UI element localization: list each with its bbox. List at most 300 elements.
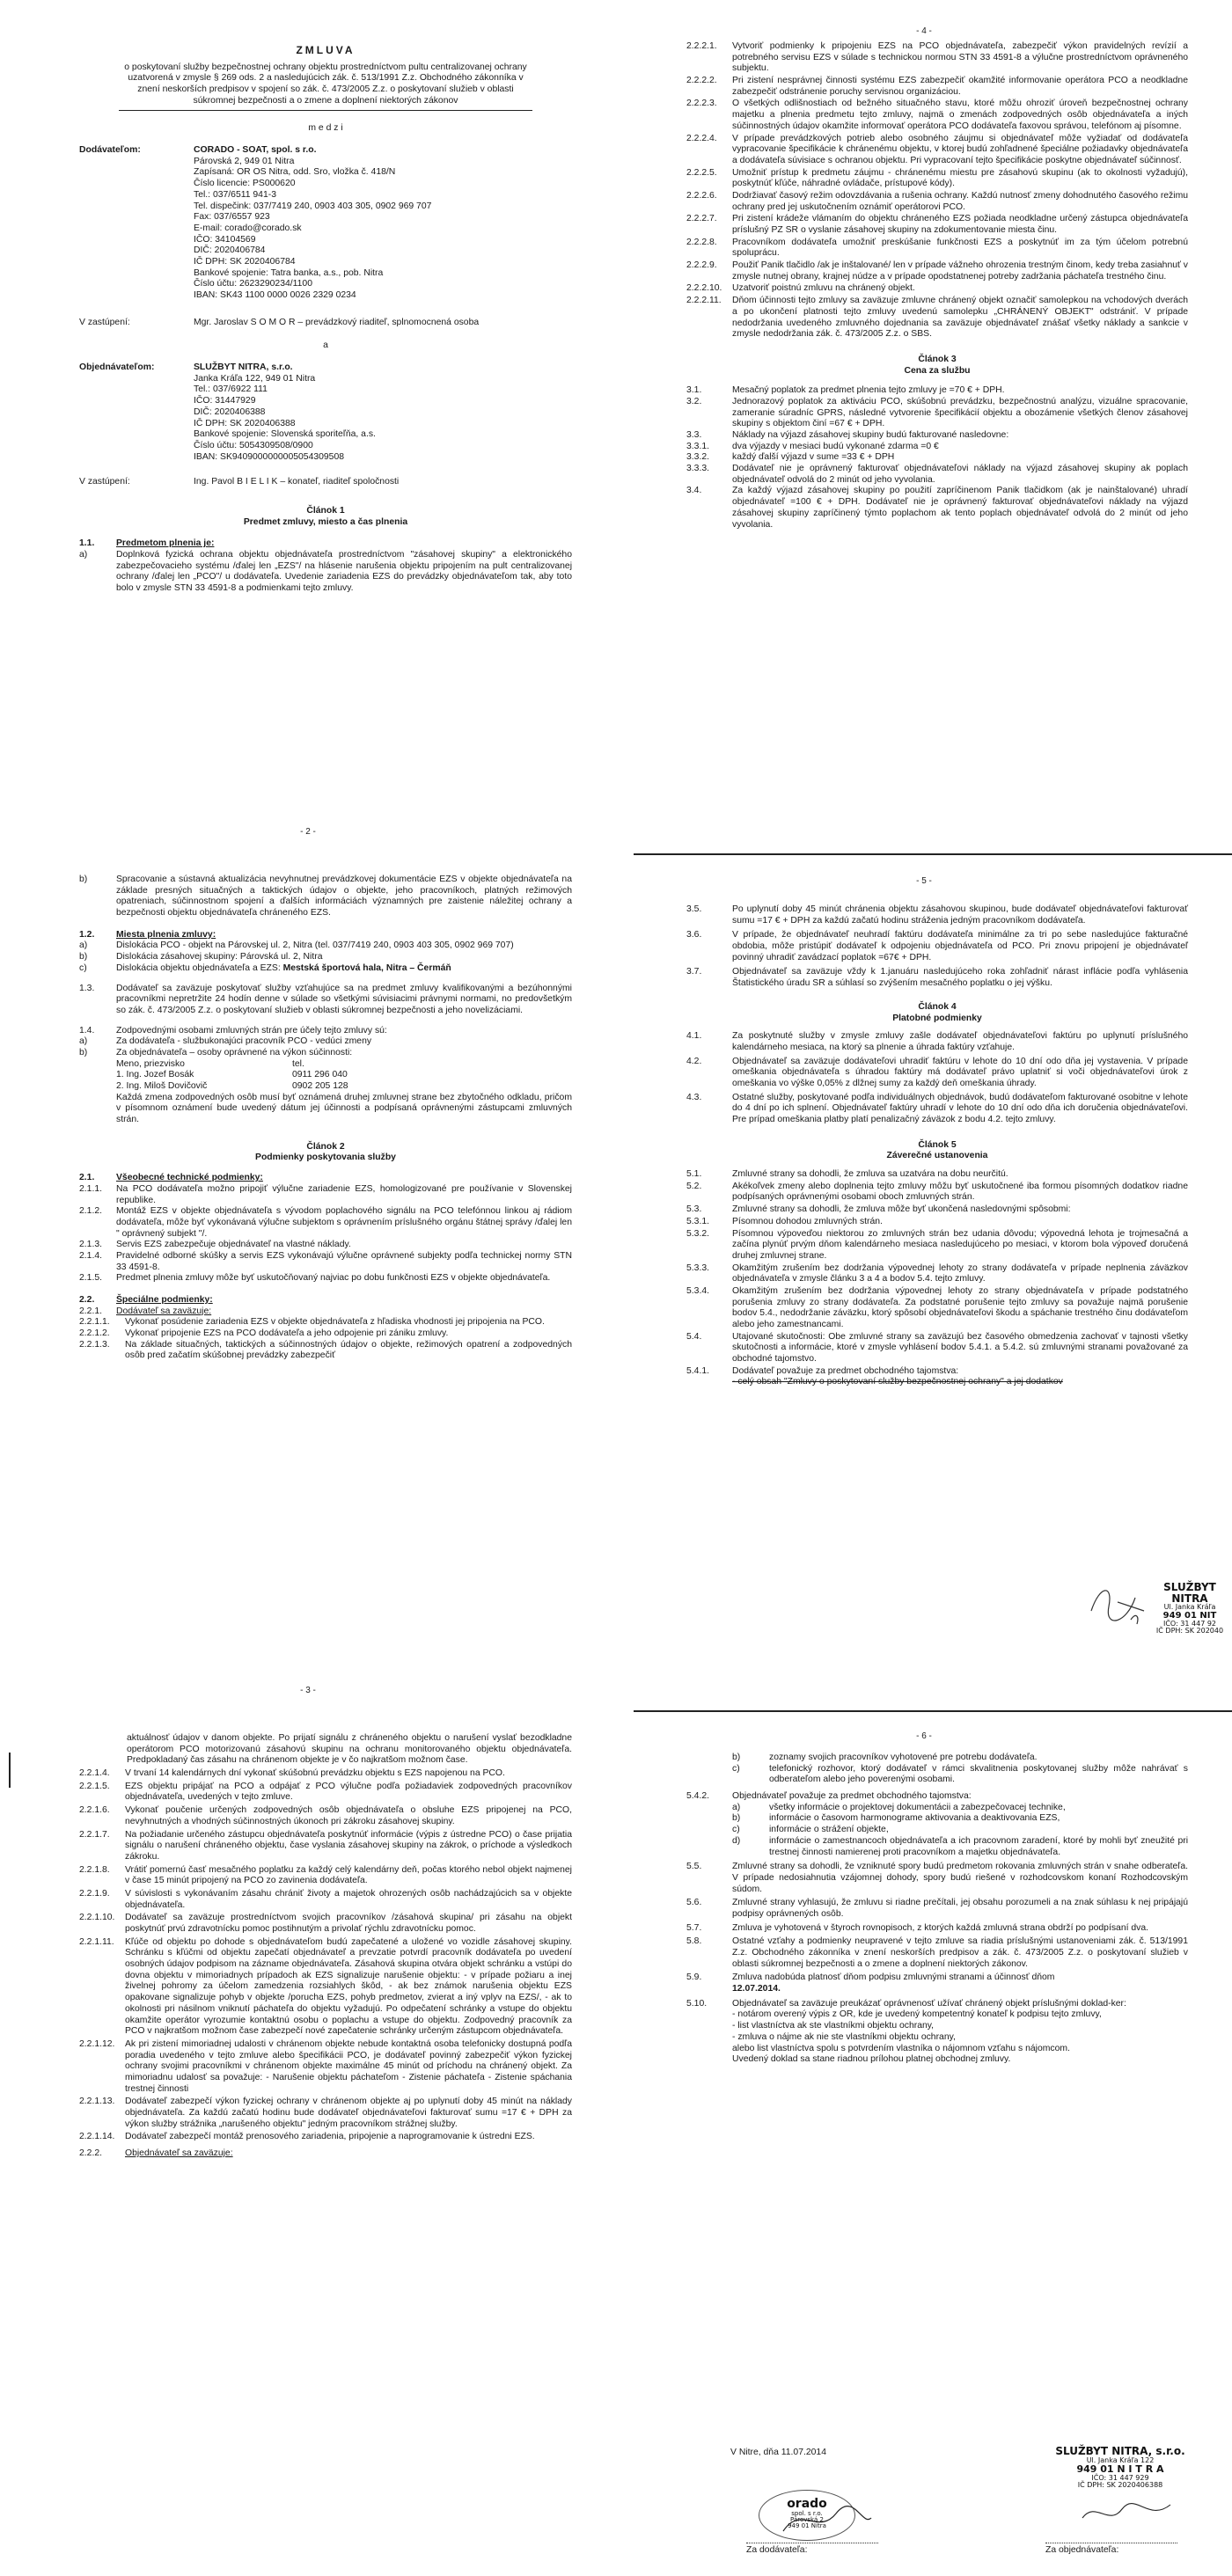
item-text <box>732 397 1188 430</box>
item-number: 2.2.1.8. <box>79 1864 110 1875</box>
item-text-content: Dislokácia zásahovej skupiny: Párovská ul. 2, Nitra <box>116 952 323 962</box>
section-text: aktuálnosť údajov v danom objekte. Po prijatí signálu z chráneného objektu o narušení vyslať bezodkladne operátorom PCO motorizovanú zásahovú skupinu na ochranu monitorovaného objektu objednávateľa. Predpokladaný čas zásahu na chránenom objekte je v čo najkratšom možnom čase. <box>127 1733 572 1766</box>
stamp-line: Ul. Janka Kráľa 122 <box>1086 2455 1155 2464</box>
item-text-content: Predmet plnenia zmluvy môže byť uskutočňovaný najviac po dobu funkčnosti EZS v objekte objednávateľa. <box>116 1273 551 1284</box>
obligation-item <box>79 1865 572 1887</box>
item-text-content: Mesačný poplatok za predmet plnenia tejto zmluvy je =70 € + DPH. <box>732 385 1005 396</box>
trade-secrets-supplier <box>732 1753 1188 1786</box>
stamp-line: Párovská 2 <box>790 2516 824 2524</box>
item-number: 2.1.5. <box>79 1273 102 1284</box>
supplier-block <box>79 145 572 302</box>
item-text-content: Umožniť prístup k predmetu záujmu - chránenému miestu pre zásahovú skupinu (ak to okolnosti vyžadujú), poskytnúť kľúče, náhradné ovládače, prístupové kódy). <box>732 167 1188 189</box>
item-text-content: Pracovníkom dodávateľa umožniť preskúšanie funkčnosti EZS a poskytnúť im za tým účelom potrebnú spoluprácu. <box>732 237 1188 259</box>
item-number: 2.2.2.1. <box>686 41 717 51</box>
item-text <box>732 1169 1188 1181</box>
section-number: 2.2.2. <box>79 2148 102 2159</box>
item-text <box>732 1031 1188 1053</box>
provision-item <box>686 1923 1188 1935</box>
client-detail-line: Janka Kráľa 122, 949 01 Nitra <box>194 373 316 384</box>
item-text-content: Utajované skutočnosti: Obe zmluvné strany sa zaväzujú bez časového obmedzenia zachovať v tajnosti všetky skutočnosti a informácie, ktoré v zmysle vyhlásení bodov 5.4.1. a 5.4.2. sú zmluvnými stranami považované za obchodné tajomstvo. <box>732 1331 1188 1365</box>
item-text <box>116 1240 572 1251</box>
supplier-detail-line: Bankové spojenie: Tatra banka, a.s., pob. Nitra <box>194 267 384 278</box>
supplier-detail-line: Tel. dispečink: 037/7419 240, 0903 403 305, 0902 969 707 <box>194 201 432 211</box>
item-number: a) <box>79 550 88 560</box>
obligation-item <box>79 1830 572 1863</box>
section-1-4-b <box>79 1048 572 1059</box>
condition-item <box>79 1251 572 1273</box>
item-text-content: Dodávateľ považuje za predmet obchodného tajomstva: <box>732 1365 959 1376</box>
item-text <box>125 1317 572 1328</box>
section-title: Miesta plnenia zmluvy: <box>116 929 216 940</box>
item-text-content: Zmluva je vyhotovená v štyroch rovnopisoch, z ktorých každá zmluvná strana obdrží po podpísaní dva. <box>732 1922 1149 1933</box>
item-text <box>116 1206 572 1240</box>
item-number: 2.2.2.9. <box>686 260 717 271</box>
obligation-item <box>686 134 1188 167</box>
item-text <box>732 452 1188 464</box>
item-text <box>732 1898 1188 1920</box>
item-text <box>732 99 1188 132</box>
item-text <box>125 1782 572 1804</box>
section-title: Všeobecné technické podmienky: <box>116 1173 263 1183</box>
section-number: 5.10. <box>686 1998 708 2009</box>
item-text-content: Kľúče od objektu po dohode s objednávateľom budú zapečatené a uložené vo vozidle zásahovej skupiny. Schránku s kľúčmi od objektu zapečatí objednávateľ a prevzatie potvrdí pracovník dodávateľa po uvedení osobných údajov podpisom na zázname objednávateľa. Zásahová skupina otvára objekt schránku a vstúpi do dovna objektu v mimoriadnych prípadoch ak EZS signalizuje narušenie objektu: - v prípade požiaru a inej živelnej pohromy za účelom zamedzenia rozsiahlych škôd, - ak bez známok narušenia objektu EZS opakovane signalizuje pohyb v objekte /porucha EZS, pohyb predmetov, zvierat a iný vplyv na EZS/, - ak to okolnosti pri násilnom vniknutí páchateľa do objektu vyžadujú. Po odpečatení schránky a vstupe do objektu okamžite operátor vyrozumie kontaktnú osobu o poplachu a vstupe do objektu. Zodpovedný pracovník za PCO v najkratšom možnom čase zabezpečí nové zapečatenie schránky určeným zástupcom objednávateľa. <box>125 1936 572 2037</box>
item-text <box>732 464 1188 486</box>
supplier-obligations-list <box>79 1317 572 1362</box>
item-text-content: Na požiadanie určeného zástupcu objednávateľa poskytnúť informácie (výpis z ústredne PCO) o čase prijatia signálu o narušení chráneného objektu, čase vyslania zásahovej skupiny na zákrok, o príchode a výsledkoch zákroku. <box>125 1829 572 1862</box>
page-2 <box>0 859 616 1717</box>
page-4 <box>616 0 1232 859</box>
contact-persons-header <box>116 1059 572 1071</box>
price-item <box>686 442 1188 453</box>
section-2-2 <box>79 1295 572 1306</box>
client-sign-label: Za objednávateľa: <box>1045 2543 1177 2557</box>
contact-persons-table <box>116 1059 572 1126</box>
item-text <box>125 1340 572 1362</box>
supplier-detail-line: Číslo účtu: 2623290234/1100 <box>194 279 312 289</box>
item-text-content: Okamžitým zrušením bez dodržania výpovednej lehoty zo strany objednávateľa v prípade podstatného porušenia zmluvy zo strany dodávateľa. Za podstatné porušenie tejto zmluvy sa považuje najmä porušenie bodov 5.4., nedodržanie záväzku, ktorý spôsobí objednávateľovi škodu a spáchanie trestného činu dodávateľom alebo jeho zamestnancami. <box>732 1285 1188 1329</box>
page-1 <box>0 0 616 859</box>
item-text-content: Dodržiavať časový režim odovzdávania a rušenia ochrany. Každú nutnosť zmeny dohodnutého časového režimu ochrany pred jej uskutočnením oznámiť operátorovi PCO. <box>732 190 1188 212</box>
contract-subtitle: o poskytovaní služby bezpečnostnej ochrany objektu prostredníctvom pultu centralizovanej ochrany uzatvorená v zmysle § 269 ods. 2 a nasledujúcich zák. č. 513/1991 Z.z. Obchodného zákonníka v znení neskorších predpisov v spojení so zák. č. 473/2005 Z.z. o poskytovaní služieb v oblasti súkromnej bezpečnosti a o zmene a doplnení niektorých zákonov <box>119 62 532 112</box>
company-stamp <box>1148 1582 1232 1636</box>
item-text <box>732 904 1188 926</box>
item-text-content: Dislokácia PCO - objekt na Párovskej ul. 2, Nitra (tel. 037/7419 240, 0903 403 305, 0902 969 707) <box>116 940 514 951</box>
section-1-1-b <box>79 875 572 919</box>
item-number: 2.2.1.13. <box>79 2097 115 2107</box>
obligation-item <box>79 2132 572 2143</box>
page-number: - 5 - <box>916 876 932 886</box>
person-tel: 0911 296 040 <box>292 1070 348 1080</box>
obligation-item <box>79 1889 572 1911</box>
item-text <box>732 1217 1188 1228</box>
item-text: Za objednávateľa – osoby oprávnené na výkon súčinnosti: <box>116 1047 353 1057</box>
obligation-item <box>79 1913 572 1935</box>
medzi-label: m e d z i <box>308 123 343 134</box>
obligation-item <box>79 1317 572 1328</box>
supplier-detail-line: Tel.: 037/6511 941-3 <box>194 189 276 200</box>
item-text <box>732 930 1188 963</box>
item-text <box>732 967 1188 989</box>
obligation-item <box>79 1328 572 1340</box>
item-text-content: V trvaní 14 kalendárnych dní vykonať skúšobnú prevádzku objektu s EZS napojenou na PCO. <box>125 1768 505 1779</box>
item-text-content: každý ďalší výjazd v sume =33 € + DPH <box>732 452 895 463</box>
item-text <box>116 1273 572 1284</box>
item-text <box>732 134 1188 167</box>
item-text-content: Dodávateľ zabezpečí montáž prenosového zariadenia, pripojenie a naprogramovanie k ústredni EZS. <box>125 2132 535 2142</box>
supplier-detail-line: CORADO - SOAT, spol. s r.o. <box>194 145 317 156</box>
item-text <box>732 1923 1188 1935</box>
item-number: 5.3.1. <box>686 1216 709 1226</box>
client-detail-line: IČO: 31447929 <box>194 396 256 406</box>
item-text <box>732 41 1188 75</box>
item-number: 2.2.1.4. <box>79 1768 110 1779</box>
place-item <box>79 963 572 975</box>
page-number: - 4 - <box>916 26 932 36</box>
article-3-title: Článok 3 <box>918 354 957 364</box>
item-bold-text: Mestská športová hala, Nitra – Čermáň <box>282 962 451 973</box>
item-text-content: informácie o zamestnancoch objednávateľa a ich pracovnom zaradení, ktoré by mohli byť zneužité pri trestnej činnosti namierenej proti pracovníkom a majetku objednávateľa. <box>769 1835 1188 1857</box>
item-text <box>732 296 1188 340</box>
obligation-item <box>79 2039 572 2095</box>
item-number: 3.1. <box>686 385 702 396</box>
item-number: 2.2.2.10. <box>686 283 722 294</box>
item-text <box>732 191 1188 213</box>
item-number: 2.2.1.12. <box>79 2038 115 2049</box>
obligation-item <box>79 1768 572 1780</box>
item-text <box>125 1865 572 1887</box>
item-number: 5.3.2. <box>686 1228 709 1239</box>
item-text-content: Zmluvné strany sa dohodli, že zmluva sa uzatvára na dobu neurčitú. <box>732 1169 1008 1180</box>
supplier-signature <box>774 2500 880 2544</box>
document-line: - list vlastníctva ak ste vlastníkmi objektu ochrany, <box>732 2021 935 2031</box>
item-text-content: Ostatné vzťahy a podmienky neupravené v tejto zmluve sa riadia príslušnými ustanoveniami zák. č. 513/1991 Z.z. Obchodného zákonníka v znení neskorších predpisov a zák. č. 473/2005 Z.z. o poskytovaní služieb v oblasti súkromnej bezpečnosti a o zmene a doplnení niektorých zákonov. <box>732 1936 1188 1969</box>
item-text <box>732 1057 1188 1090</box>
item-text-content: O všetkých odlišnostiach od bežného situačného stavu, ktoré môžu ohroziť úroveň bezpečnostnej ochrany majetku a plnenia predmetu tejto zmluvy, najmä o zmenách zodpovedných osôb objednávateľa a iných súčinnostných údajov okamžite informovať operátora PCO dodávateľa faxovou správou, telefónom aj písomne. <box>732 99 1188 131</box>
price-item <box>686 904 1188 926</box>
section-title: Dodávateľ sa zaväzuje: <box>116 1306 212 1316</box>
item-text <box>732 1263 1188 1285</box>
page-divider <box>634 1710 1232 1712</box>
item-number: 2.2.1.11. <box>79 1936 114 1947</box>
item-text <box>125 1889 572 1911</box>
item-text <box>125 1805 572 1827</box>
stamp-line: 949 01 N I T R A <box>1076 2463 1164 2475</box>
stamp-line: spol. s r.o. <box>791 2509 823 2517</box>
required-documents-list <box>732 2009 1188 2065</box>
price-item <box>686 385 1188 397</box>
item-number: 2.2.2.6. <box>686 190 717 201</box>
item-text-content: Dodávateľ zabezpečí výkon fyzickej ochrany v chránenom objekte aj po uplynutí doby 45 minút na náklady objednávateľa. Za každú začatú hodinu bude dodávateľ objednávateľovi fakturovať sumu =17 € + DPH za výkon služby strážnika „narušeného objektu" jedným pracovníkom strážnej služby. <box>125 2097 572 2129</box>
obligation-item <box>79 1782 572 1804</box>
item-number: c) <box>732 1825 740 1835</box>
item-number: 2.2.2.7. <box>686 214 717 224</box>
item-number: 2.2.1.10. <box>79 1913 115 1923</box>
item-text-content: Zmluvné strany sa dohodli, že zmluva môže byť ukončená nasledovnými spôsobmi: <box>732 1204 1071 1215</box>
price-item <box>686 967 1188 989</box>
representative-label: V zastúpení: <box>79 477 130 487</box>
item-number: 5.2. <box>686 1181 702 1191</box>
stamp-line: IČ DPH: SK 2020406388 <box>1077 2480 1163 2489</box>
item-text <box>732 168 1188 190</box>
item-text <box>125 1937 572 2038</box>
item-number: b) <box>79 875 88 884</box>
item-text <box>116 1251 572 1273</box>
section-2-2-1 <box>79 1306 572 1318</box>
name-header: Meno, priezvisko <box>116 1058 185 1069</box>
item-text <box>732 1972 1188 1984</box>
item-number: 2.2.2.11. <box>686 296 722 306</box>
section-5-10 <box>686 1999 1188 2010</box>
item-text-content: informácie o strážení objekte, <box>769 1825 889 1835</box>
item-text <box>125 1328 572 1340</box>
article-4-subtitle: Platobné podmienky <box>892 1013 982 1023</box>
item-text-content: Uzatvoriť poistnú zmluvu na chránený objekt. <box>732 283 915 294</box>
page-number: - 6 - <box>916 1731 932 1741</box>
item-text-content: Na základe situačných, taktických a súčinnostných údajov o objekte, režimových opatrení a zodpovedných osôb pred začatím skúšobnej prevádzky zabezpečiť <box>125 1339 572 1361</box>
item-text-content: Zmluvné strany vyhlasujú, že zmluvu si riadne prečítali, jej obsahu porozumeli a na znak súhlasu k nej pripájajú podpisy oprávnených osôb. <box>732 1898 1188 1919</box>
item-text-content: Dodávateľ sa zaväzuje prostredníctvom svojich pracovníkov /zásahová skupina/ pri zásahu na objekt poskytnúť prvú zdravotnícku pomoc postihnutým a privolať rýchlu zdravotnícku pomoc. <box>125 1913 572 1934</box>
item-text-content: Písomnou výpoveďou niektorou zo zmluvných strán bez udania dôvodu; výpovedná lehota je trojmesačná a začína plynúť prvým dňom kalendárneho mesiaca nasledujúceho po mesiaci, v ktorom bola výpoveď doručená druhej zmluvnej strane. <box>732 1228 1188 1261</box>
provision-item <box>686 1898 1188 1920</box>
article-5-subtitle: Záverečné ustanovenia <box>886 1151 988 1161</box>
secret-item <box>732 1753 1188 1764</box>
page-number: - 2 - <box>300 827 316 837</box>
price-item <box>686 397 1188 430</box>
contact-persons-rows <box>116 1070 572 1092</box>
item-number: 2.2.1.1. <box>79 1317 110 1328</box>
item-number: 5.3. <box>686 1204 702 1215</box>
person-tel: 0902 205 128 <box>292 1081 348 1091</box>
signature <box>1082 1576 1153 1628</box>
item-number: 2.2.1.14. <box>79 2132 115 2142</box>
item-text <box>769 1753 1188 1764</box>
item-text-content: Vrátiť pomernú časť mesačného poplatku za každý celý kalendárny deň, počas ktorého nebol objekt najmenej v čase 15 minút pripojený na PCO zo zavinenia dodávateľa. <box>125 1864 572 1886</box>
item-number: 2.1.4. <box>79 1250 102 1261</box>
price-list-continued <box>686 904 1188 990</box>
condition-item <box>79 1273 572 1284</box>
item-text-content: Vykonať pripojenie EZS na PCO dodávateľa a jeho odpojenie pri zániku zmluvy. <box>125 1328 449 1339</box>
obligation-item <box>79 1937 572 2038</box>
item-number: 2.2.1.7. <box>79 1829 110 1840</box>
supplier-detail-line: IČ DPH: SK 2020406784 <box>194 256 296 267</box>
provision-item <box>686 1182 1188 1204</box>
item-text-content: Okamžitým zrušením bez dodržania výpovednej lehoty zo strany dodávateľa v prípade neplnenia záväzkov objednávateľa v zmysle článku 3 a 4 a bodov 5.4. tejto zmluvy. <box>732 1262 1188 1284</box>
item-number: b) <box>79 1047 88 1057</box>
struck-text: - celý obsah "Zmluvy o poskytovaní služby bezpečnostnej ochrany" a jej dodatkov <box>732 1377 1063 1387</box>
item-text <box>732 283 1188 295</box>
section-number: 1.3. <box>79 983 95 993</box>
item-number: 5.8. <box>686 1936 702 1947</box>
item-number: 3.4. <box>686 486 702 496</box>
item-text <box>769 1803 1188 1814</box>
supplier-sign-label: Za dodávateľa: <box>746 2543 878 2557</box>
obligation-item <box>686 296 1188 340</box>
price-item <box>686 486 1188 531</box>
item-text-content: Písomnou dohodou zmluvných strán. <box>732 1216 883 1226</box>
section-title: Predmetom plnenia je: <box>116 538 215 549</box>
section-number: 2.2. <box>79 1295 95 1305</box>
stamp-line: SLUŽBYT NITRA <box>1163 1581 1216 1605</box>
provision-item <box>686 1332 1188 1365</box>
stamp-line: 949 01 NIT <box>1162 1610 1217 1621</box>
supplier-obligations-list <box>79 1768 572 2143</box>
item-number: 2.2.2.8. <box>686 237 717 247</box>
item-text <box>732 1204 1188 1216</box>
stamp-line: 949 01 Nitra <box>788 2522 826 2530</box>
item-number: b) <box>732 1753 741 1762</box>
tel-header: tel. <box>292 1058 304 1069</box>
supplier-detail-line: Zapísaná: OR OS Nitra, odd. Sro, vložka č. 418/N <box>194 167 396 178</box>
item-text <box>116 963 572 975</box>
supplier-detail-line: Fax: 037/6557 923 <box>194 212 270 223</box>
supplier-details <box>194 145 431 302</box>
item-number: c) <box>79 962 87 973</box>
item-text <box>769 1836 1188 1858</box>
secret-item <box>732 1764 1188 1786</box>
section-1-4 <box>79 1026 572 1037</box>
technical-conditions-list <box>79 1184 572 1284</box>
payment-item <box>686 1057 1188 1090</box>
item-text <box>125 2097 572 2130</box>
obligation-item <box>686 76 1188 98</box>
section-1-2 <box>79 930 572 941</box>
item-number: 2.2.1.3. <box>79 1339 110 1350</box>
section-number: 1.1. <box>79 538 95 549</box>
item-text <box>732 1862 1188 1895</box>
price-item <box>686 930 1188 963</box>
article-2-subtitle: Podmienky poskytovania služby <box>255 1153 396 1163</box>
document-line: Uvedený doklad sa stane riadnou prílohou platnej obchodnej zmluvy. <box>732 2054 1011 2065</box>
obligation-item <box>686 191 1188 213</box>
item-text-content: Po uplynutí doby 45 minút chránenia objektu zásahovou skupinou, bude dodávateľ objednávateľovi fakturovať sumu =17 € + DPH za každú začatú hodinu stráženia jedným pracovníkom dodávateľa. <box>732 904 1188 926</box>
section-number: 5.4.2. <box>686 1791 709 1802</box>
payment-terms-list <box>686 1031 1188 1126</box>
item-number: 2.2.2.2. <box>686 76 717 86</box>
secret-item <box>732 1813 1188 1825</box>
item-number: 4.2. <box>686 1056 702 1066</box>
final-provisions-continued <box>686 1862 1188 1984</box>
place-date: V Nitre, dňa 11.07.2014 <box>730 2448 826 2457</box>
item-number: 4.3. <box>686 1092 702 1102</box>
client-detail-line: Tel.: 037/6922 111 <box>194 384 268 395</box>
item-text <box>732 1182 1188 1204</box>
provision-item <box>686 1229 1188 1262</box>
section-2-2-2 <box>79 2148 572 2160</box>
section-title: Špeciálne podmienky: <box>116 1295 213 1305</box>
condition-item <box>79 1206 572 1240</box>
item-text <box>732 238 1188 260</box>
item-text-content: Za poskytnuté služby v zmysle zmluvy zašle dodávateľ objednávateľovi faktúru po uplynutí príslušného kalendárneho mesiaca, na ktorý sa plnenie a úhrada faktúry vzťahuje. <box>732 1031 1188 1052</box>
item-text <box>732 1366 1188 1378</box>
place-item <box>79 952 572 963</box>
item-text <box>116 1184 572 1206</box>
price-list <box>686 385 1188 531</box>
final-provisions-list <box>686 1169 1188 1377</box>
item-text-content: Objednávateľ sa zaväzuje vždy k 1.januáru nasledujúceho roka zohľadniť nárast inflácie podľa vyhlásenia Štatistického úradu SR a súhlasí so zvýšením mesačného poplatku o jej výšku. <box>732 967 1188 989</box>
item-text <box>125 1913 572 1935</box>
item-text-content: Pri zistení krádeže vlámaním do objektu chráneného EZS požiada neodkladne určený zástupca objednávateľa príslušný PZ SR o vyslanie zásahovej skupiny na zdokumentovanie miesta činu. <box>732 214 1188 235</box>
item-number: 2.2.2.3. <box>686 99 717 109</box>
section-1-1 <box>79 538 572 550</box>
article-1-title: Článok 1 <box>306 505 345 516</box>
obligation-item <box>79 2097 572 2130</box>
item-text <box>769 1825 1188 1836</box>
obligation-item <box>686 168 1188 190</box>
item-number: 2.1.2. <box>79 1206 102 1217</box>
supplier-representative <box>79 318 572 329</box>
item-text-content: Pri zistení nesprávnej činnosti systému EZS zabezpečiť okamžité informovanie operátora PCO a neodkladne zabezpečiť odstránenie poruchy servisnou organizáciou. <box>732 76 1188 97</box>
provision-item <box>686 1263 1188 1285</box>
item-number: 2.2.2.4. <box>686 133 717 143</box>
section-1-4-a <box>79 1036 572 1048</box>
item-number: c) <box>732 1763 740 1774</box>
client-label: Objednávateľom: <box>79 362 155 373</box>
page-5 <box>616 859 1232 1717</box>
item-text-content: telefonický rozhovor, ktorý dodávateľ v rámci skvalitnenia poskytovanej služby môže nahrávať s odberateľom alebo jeho poverenými osobami. <box>769 1763 1188 1785</box>
item-text <box>732 385 1188 397</box>
item-number: 2.2.1.2. <box>79 1328 110 1339</box>
supplier-detail-line: Číslo licencie: PS000620 <box>194 179 296 189</box>
item-text-content: Zmluvné strany sa dohodli, že vzniknuté spory budú predmetom rokovania zmluvných strán v snahe odberateľa. V prípade nedosiahnutia vzájomnej dohody, spory budú riešené v rozhodcovskom konaní Rozhodcovským súdom. <box>732 1862 1188 1894</box>
item-number: 3.7. <box>686 967 702 977</box>
item-text-content: EZS objektu pripájať na PCO a odpájať z PCO výlučne podľa požiadaviek zodpovedných pracovníkov objednávateľa, uvedených v tejto zmluve. <box>125 1781 572 1803</box>
item-number: 5.3.3. <box>686 1262 709 1273</box>
item-text-content: Náklady na výjazd zásahovej skupiny budú fakturované nasledovne: <box>732 430 1009 440</box>
item-number: a) <box>79 1036 88 1047</box>
section-2-1 <box>79 1173 572 1184</box>
obligation-item <box>686 238 1188 260</box>
item-number: 2.1.1. <box>79 1183 102 1194</box>
item-number: b) <box>732 1813 741 1824</box>
item-number: 5.9. <box>686 1972 702 1983</box>
client-block <box>79 362 572 463</box>
contact-person-row <box>116 1070 572 1081</box>
client-detail-line: DIČ: 2020406388 <box>194 406 266 417</box>
item-text <box>732 1093 1188 1126</box>
item-text <box>732 1229 1188 1262</box>
item-number: 2.2.1.9. <box>79 1888 110 1899</box>
item-text: Spracovanie a sústavná aktualizácia nevyhnutnej prevádzkovej dokumentácie EZS v objekte objednávateľa na základe presných situačných a taktických údajov o objekte, jeho pracovníkoch, platných režimových opatreniach, súčinnostnom spojení a ďalších informáciách významných pre zaistenie náležitej ochrany a bezpečnosti objektu objednávateľa chráneného EZS. <box>116 875 572 918</box>
section-1-3 <box>79 984 572 1017</box>
obligation-item <box>79 1805 572 1827</box>
provision-item <box>686 1366 1188 1378</box>
item-text: Doplnková fyzická ochrana objektu objednávateľa prostredníctvom "zásahovej skupiny" a elektronického zabezpečovacieho systému /ďalej len „EZS"/ na hlásenie narušenia objektu pripojením na pult centralizovanej ochrany /ďalej len „PCO"/ u dodávateľa. Uvedenie zariadenia EZS do prevádzky objednávateľom tak, aby toto bolo v zmysle STN 33 4591-8 a podmienkami tejto zmluvy. <box>116 550 572 594</box>
stamp-line: orado <box>787 2497 827 2511</box>
item-text-content: Ostatné služby, poskytované podľa individuálnych objednávok, budú dodávateľom fakturované osobitne v lehote do 4 dní po ich splnení. Objednávateľ faktúry uhradí v lehote do 10 dní odo dňa ich doručenia objednávateľovi. Pre prípad omeškania platby platí penalizačný záväzok z bodu 4.2. tejto zmluvy. <box>732 1092 1188 1124</box>
price-item <box>686 430 1188 442</box>
client-detail-line: SLUŽBYT NITRA, s.r.o. <box>194 362 293 373</box>
representative-value: Mgr. Jaroslav S O M O R – prevádzkový riaditeľ, splnomocnená osoba <box>194 317 480 327</box>
item-number: 5.4. <box>686 1331 702 1342</box>
item-text <box>116 952 572 963</box>
client-detail-line: IBAN: SK9409000000005054309508 <box>194 451 345 462</box>
item-number: 3.3.3. <box>686 464 709 474</box>
item-number: 5.3.4. <box>686 1285 709 1296</box>
section-title: Objednávateľ sa zaväzuje: <box>125 2148 233 2159</box>
stamp-line: IČO: 31 447 92 <box>1162 1620 1217 1628</box>
place-item <box>79 940 572 952</box>
item-text-content: Použiť Panik tlačidlo /ak je inštalované/ len v prípade vážneho ohrozenia trestným činom, kedy treba zasiahnuť v zmysle nutnej obrany, krajnej núdze a v prípade opodstatnenej potreby zadržania páchateľa trestného činu. <box>732 260 1188 282</box>
item-text <box>769 1813 1188 1825</box>
margin-mark <box>9 1753 11 1788</box>
payment-item <box>686 1093 1188 1126</box>
supplier-detail-line: Párovská 2, 949 01 Nitra <box>194 156 295 166</box>
item-text <box>732 1936 1188 1970</box>
client-detail-line: Bankové spojenie: Slovenská sporiteľňa, a.s. <box>194 429 376 440</box>
effective-date: 12.07.2014. <box>732 1984 781 1994</box>
item-text-content: Za každý výjazd zásahovej skupiny po použití zapríčinenom Panik tlačidkom (ak je nainštalované) uhradí objednávateľ =100 € + DPH. Dodávateľ nie je oprávnený fakturovať objednávateľovi náklady na výjazd zásahovej skupiny zapríčinený týmto poplachom ak tento poplach objednávateľ odvolá do 2 minút od jeho vyvolania. <box>732 486 1188 530</box>
item-text-content: Dňom účinnosti tejto zmluvy sa zaväzuje zmluvne chránený objekt označiť samolepkou na vchodových dverách a po ukončení platnosti tejto zmluvy uvedenú samolepku „CHRÁNENÝ OBJEKT" odstrániť. V prípade nedodržania uvedeného zmluvného dojednania sa zaväzuje objednávateľ znášať všetky náklady a sankcie v zmysle nedodržania zák. č. 473/2005 Z.z. o SBS. <box>732 296 1188 340</box>
